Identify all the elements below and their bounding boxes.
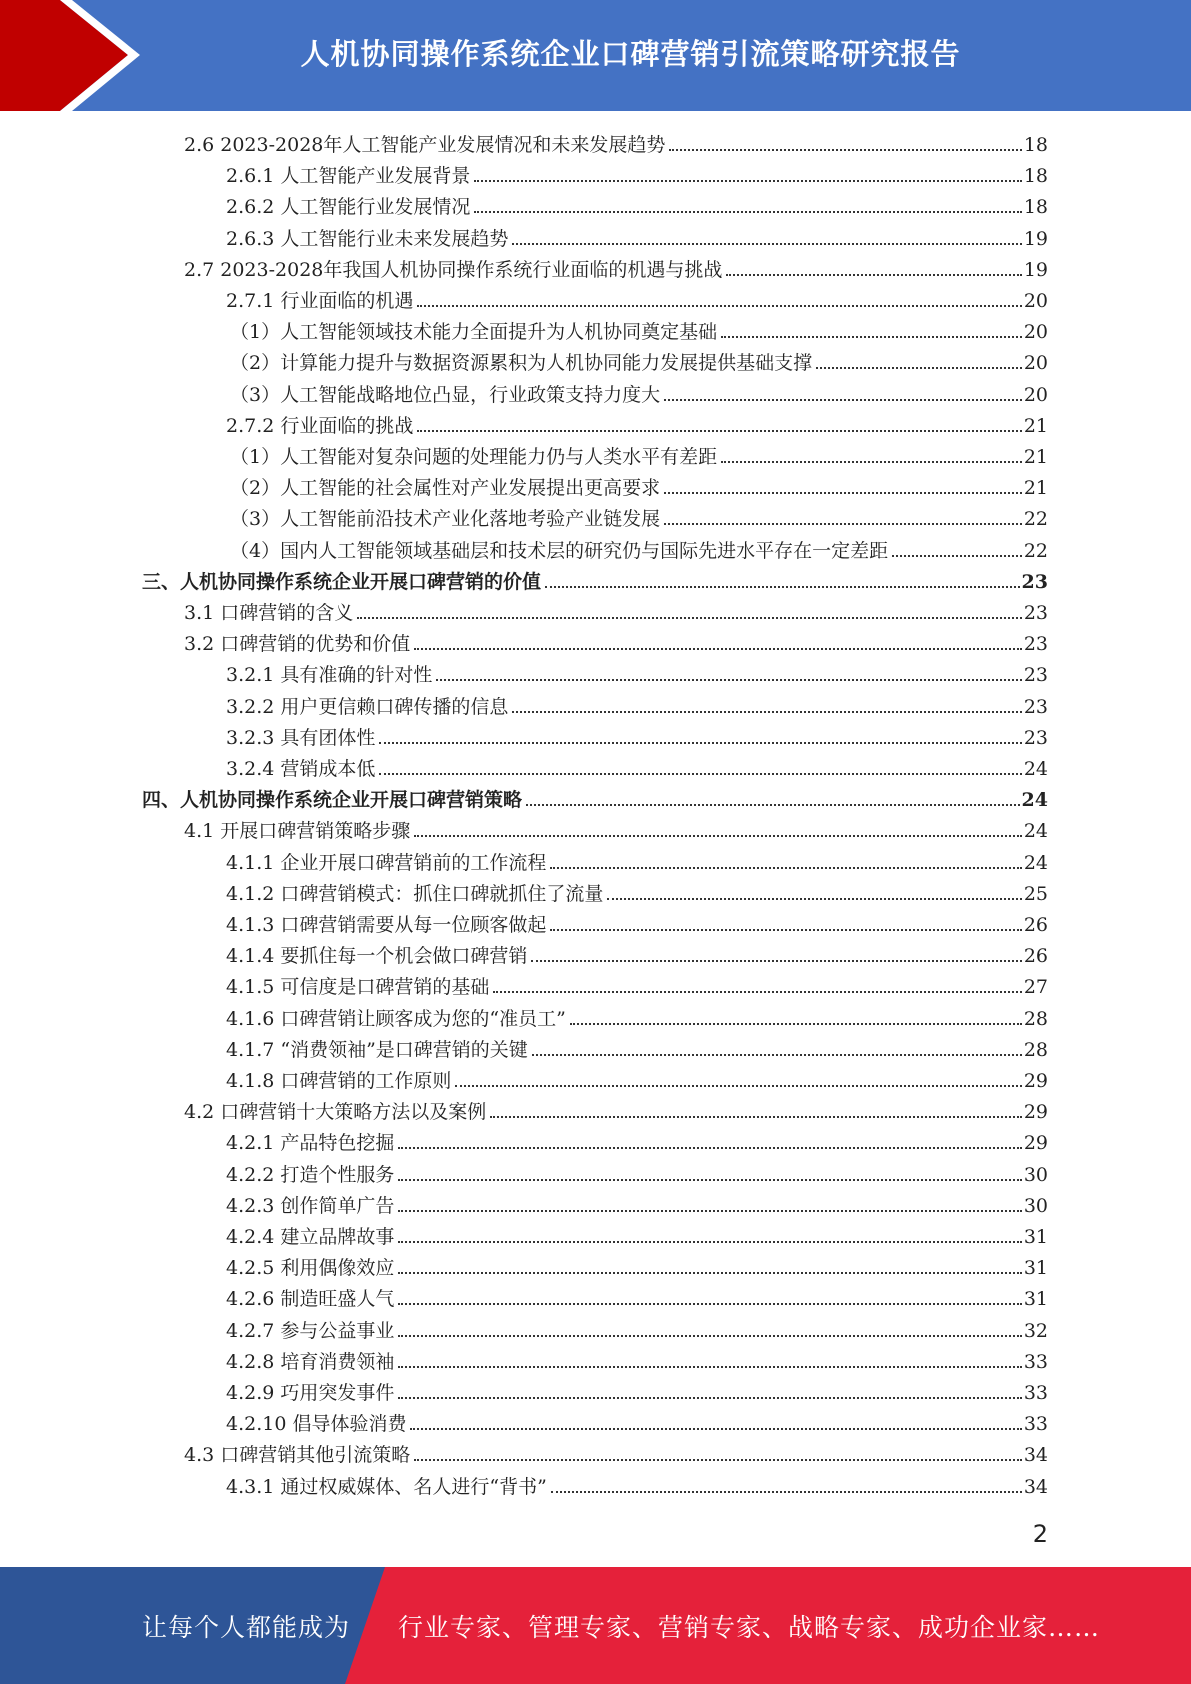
toc-entry-page: 19 <box>1023 259 1048 281</box>
toc-entry[interactable] <box>226 1374 1048 1405</box>
toc-entry-page: 22 <box>1023 508 1048 530</box>
toc-entry[interactable] <box>226 1031 1048 1062</box>
toc-entry-title: 4.1.2 口碑营销模式：抓住口碑就抓住了流量 <box>226 883 604 905</box>
toc-entry-page: 24 <box>1021 789 1048 811</box>
document-title: 人机协同操作系统企业口碑营销引流策略研究报告 <box>300 36 961 71</box>
toc-entry-title: 2.6.3 人工智能行业未来发展趋势 <box>226 228 509 250</box>
toc-entry[interactable] <box>230 344 1048 375</box>
toc-entry[interactable] <box>230 469 1048 500</box>
toc-dot-leader <box>379 741 1021 744</box>
toc-entry-title: 4.2.9 巧用突发事件 <box>226 1382 395 1404</box>
toc-entry-title: 4.2.6 制造旺盛人气 <box>226 1288 395 1310</box>
toc-entry-title: 3.2 口碑营销的优势和价值 <box>184 633 411 655</box>
toc-entry-page: 34 <box>1023 1476 1048 1498</box>
toc-dot-leader <box>398 1334 1021 1337</box>
toc-entry-page: 29 <box>1023 1070 1048 1092</box>
footer-slogan-right: 行业专家、管理专家、营销专家、战略专家、成功企业家…… <box>398 1612 1101 1642</box>
toc-entry-page: 20 <box>1023 384 1048 406</box>
toc-entry-page: 30 <box>1023 1195 1048 1217</box>
toc-entry-page: 25 <box>1023 883 1048 905</box>
toc-entry-page: 18 <box>1023 196 1048 218</box>
toc-dot-leader <box>721 460 1022 463</box>
toc-entry-title: 4.3 口碑营销其他引流策略 <box>184 1444 411 1466</box>
toc-dot-leader <box>398 1240 1021 1243</box>
toc-entry-page: 21 <box>1023 446 1048 468</box>
toc-dot-leader <box>414 647 1022 650</box>
toc-entry-title: 4.2 口碑营销十大策略方法以及案例 <box>184 1101 487 1123</box>
toc-entry-title: （1）人工智能对复杂问题的处理能力仍与人类水平有差距 <box>230 446 718 468</box>
toc-entry-page: 24 <box>1023 852 1048 874</box>
toc-entry-title: 4.1.6 口碑营销让顾客成为您的“准员工” <box>226 1008 566 1030</box>
toc-entry[interactable] <box>226 688 1048 719</box>
toc-entry-page: 28 <box>1023 1039 1048 1061</box>
toc-dot-leader <box>512 710 1021 713</box>
toc-entry[interactable] <box>230 532 1048 563</box>
toc-entry-page: 31 <box>1023 1226 1048 1248</box>
toc-entry[interactable] <box>226 1187 1048 1218</box>
toc-entry-title: （4）国内人工智能领域基础层和技术层的研究仍与国际先进水平存在一定差距 <box>230 540 889 562</box>
toc-entry-page: 29 <box>1023 1132 1048 1154</box>
toc-entry-page: 22 <box>1023 540 1048 562</box>
toc-entry[interactable] <box>226 188 1048 219</box>
toc-dot-leader <box>669 148 1021 151</box>
toc-dot-leader <box>398 1209 1021 1212</box>
toc-dot-leader <box>551 1490 1022 1493</box>
toc-dot-leader <box>531 959 1021 962</box>
toc-dot-leader <box>664 398 1022 401</box>
toc-entry-title: 4.1.4 要抓住每一个机会做口碑营销 <box>226 945 528 967</box>
toc-dot-leader <box>417 304 1021 307</box>
toc-entry-page: 32 <box>1023 1320 1048 1342</box>
toc-entry-title: 2.6.1 人工智能产业发展背景 <box>226 165 471 187</box>
toc-entry[interactable] <box>226 282 1048 313</box>
toc-entry-title: 4.2.5 利用偶像效应 <box>226 1257 395 1279</box>
toc-entry-page: 20 <box>1023 352 1048 374</box>
toc-entry-title: 4.1 开展口碑营销策略步骤 <box>184 820 411 842</box>
toc-entry-title: 三、人机协同操作系统企业开展口碑营销的价值 <box>142 571 542 593</box>
toc-entry-title: 2.7.2 行业面临的挑战 <box>226 415 414 437</box>
footer-slogan-left: 让每个人都能成为 <box>142 1612 351 1642</box>
toc-entry-page: 20 <box>1023 290 1048 312</box>
toc-entry[interactable] <box>142 563 1048 594</box>
toc-entry-page: 20 <box>1023 321 1048 343</box>
toc-entry-page: 23 <box>1023 602 1048 624</box>
toc-entry-title: 4.1.5 可信度是口碑营销的基础 <box>226 976 490 998</box>
toc-entry[interactable] <box>184 812 1048 843</box>
toc-entry-page: 27 <box>1023 976 1048 998</box>
toc-dot-leader <box>550 928 1021 931</box>
toc-dot-leader <box>379 772 1021 775</box>
toc-entry[interactable] <box>184 625 1048 656</box>
toc-entry-title: 3.2.2 用户更信赖口碑传播的信息 <box>226 696 509 718</box>
toc-entry-page: 18 <box>1023 165 1048 187</box>
toc-dot-leader <box>512 242 1021 245</box>
toc-entry[interactable] <box>184 1093 1048 1124</box>
toc-entry[interactable] <box>142 781 1048 812</box>
toc-dot-leader <box>490 1115 1022 1118</box>
toc-dot-leader <box>493 990 1021 993</box>
toc-dot-leader <box>414 1458 1022 1461</box>
toc-dot-leader <box>398 1178 1021 1181</box>
toc-dot-leader <box>526 803 1020 806</box>
toc-dot-leader <box>398 1302 1021 1305</box>
toc-entry[interactable] <box>226 407 1048 438</box>
toc-dot-leader <box>414 834 1022 837</box>
toc-entry-title: 4.2.7 参与公益事业 <box>226 1320 395 1342</box>
header-arrow-decoration <box>0 0 150 111</box>
toc-entry-title: （2）人工智能的社会属性对产业发展提出更高要求 <box>230 477 661 499</box>
toc-dot-leader <box>721 335 1022 338</box>
toc-entry[interactable] <box>226 875 1048 906</box>
toc-entry-title: 2.6.2 人工智能行业发展情况 <box>226 196 471 218</box>
toc-entry[interactable] <box>226 656 1048 687</box>
toc-entry[interactable] <box>226 1405 1048 1436</box>
toc-entry-page: 26 <box>1023 914 1048 936</box>
toc-dot-leader <box>892 554 1022 557</box>
toc-entry-page: 26 <box>1023 945 1048 967</box>
toc-entry-page: 30 <box>1023 1164 1048 1186</box>
toc-entry-title: 4.2.10 倡导体验消费 <box>226 1413 407 1435</box>
toc-dot-leader <box>664 491 1022 494</box>
toc-entry[interactable] <box>226 220 1048 251</box>
toc-entry-title: 四、人机协同操作系统企业开展口碑营销策略 <box>142 789 523 811</box>
toc-entry-title: 2.7 2023-2028年我国人机协同操作系统行业面临的机遇与挑战 <box>184 259 723 281</box>
toc-entry-title: 3.2.3 具有团体性 <box>226 727 376 749</box>
toc-entry-title: （1）人工智能领域技术能力全面提升为人机协同奠定基础 <box>230 321 718 343</box>
toc-dot-leader <box>398 1271 1021 1274</box>
toc-entry-title: 4.2.4 建立品牌故事 <box>226 1226 395 1248</box>
toc-entry[interactable] <box>184 251 1048 282</box>
toc-dot-leader <box>455 1084 1021 1087</box>
toc-entry-page: 24 <box>1023 758 1048 780</box>
toc-entry-page: 21 <box>1023 415 1048 437</box>
toc-dot-leader <box>410 1427 1021 1430</box>
toc-dot-leader <box>474 179 1021 182</box>
toc-dot-leader <box>357 616 1022 619</box>
toc-entry-title: 4.2.1 产品特色挖掘 <box>226 1132 395 1154</box>
toc-entry-page: 29 <box>1023 1101 1048 1123</box>
toc-dot-leader <box>474 210 1021 213</box>
toc-entry-title: 4.2.2 打造个性服务 <box>226 1164 395 1186</box>
toc-entry[interactable] <box>230 438 1048 469</box>
toc-entry-page: 23 <box>1023 727 1048 749</box>
toc-entry[interactable] <box>226 1218 1048 1249</box>
toc-dot-leader <box>726 273 1021 276</box>
toc-entry-page: 21 <box>1023 477 1048 499</box>
toc-entry-page: 19 <box>1023 228 1048 250</box>
toc-dot-leader <box>398 1365 1021 1368</box>
page-footer <box>0 1567 1191 1684</box>
toc-entry[interactable] <box>226 1000 1048 1031</box>
toc-entry-title: 4.1.7 “消费领袖”是口碑营销的关键 <box>226 1039 528 1061</box>
toc-entry-page: 31 <box>1023 1257 1048 1279</box>
toc-entry[interactable] <box>226 1468 1048 1499</box>
toc-entry-title: 2.6 2023-2028年人工智能产业发展情况和未来发展趋势 <box>184 134 666 156</box>
toc-dot-leader <box>816 366 1022 369</box>
toc-entry[interactable] <box>184 594 1048 625</box>
page-number: 2 <box>1032 1520 1048 1548</box>
toc-entry-page: 23 <box>1023 696 1048 718</box>
toc-entry[interactable] <box>226 906 1048 937</box>
toc-entry-page: 34 <box>1023 1444 1048 1466</box>
toc-entry-title: 4.1.1 企业开展口碑营销前的工作流程 <box>226 852 547 874</box>
toc-entry[interactable] <box>184 126 1048 157</box>
toc-dot-leader <box>664 522 1022 525</box>
toc-entry-title: （3）人工智能前沿技术产业化落地考验产业链发展 <box>230 508 661 530</box>
toc-entry-title: （3）人工智能战略地位凸显，行业政策支持力度大 <box>230 384 661 406</box>
toc-dot-leader <box>570 1022 1022 1025</box>
toc-entry[interactable] <box>230 500 1048 531</box>
toc-entry[interactable] <box>226 750 1048 781</box>
toc-entry-page: 28 <box>1023 1008 1048 1030</box>
toc-entry[interactable] <box>226 937 1048 968</box>
toc-entry[interactable] <box>226 1280 1048 1311</box>
toc-entry[interactable] <box>230 313 1048 344</box>
toc-entry-title: 4.1.3 口碑营销需要从每一位顾客做起 <box>226 914 547 936</box>
toc-dot-leader <box>607 897 1021 900</box>
toc-entry-title: 4.3.1 通过权威媒体、名人进行“背书” <box>226 1476 547 1498</box>
toc-entry-title: 3.1 口碑营销的含义 <box>184 602 354 624</box>
toc-entry[interactable] <box>226 968 1048 999</box>
toc-dot-leader <box>545 585 1020 588</box>
toc-entry-title: 4.1.8 口碑营销的工作原则 <box>226 1070 452 1092</box>
toc-entry-page: 33 <box>1023 1413 1048 1435</box>
toc-entry[interactable] <box>226 719 1048 750</box>
toc-entry-title: 4.2.8 培育消费领袖 <box>226 1351 395 1373</box>
toc-entry-page: 23 <box>1023 664 1048 686</box>
toc-entry-page: 33 <box>1023 1351 1048 1373</box>
toc-dot-leader <box>436 678 1021 681</box>
toc-entry[interactable] <box>230 376 1048 407</box>
toc-entry[interactable] <box>226 1062 1048 1093</box>
toc-entry[interactable] <box>226 844 1048 875</box>
toc-entry-title: 3.2.4 营销成本低 <box>226 758 376 780</box>
toc-entry-title: 2.7.1 行业面临的机遇 <box>226 290 414 312</box>
toc-entry-page: 33 <box>1023 1382 1048 1404</box>
toc-entry-title: （2）计算能力提升与数据资源累积为人机协同能力发展提供基础支撑 <box>230 352 813 374</box>
toc-entry[interactable] <box>226 1312 1048 1343</box>
toc-entry[interactable] <box>184 1436 1048 1467</box>
toc-entry-page: 24 <box>1023 820 1048 842</box>
toc-entry-title: 3.2.1 具有准确的针对性 <box>226 664 433 686</box>
toc-entry-page: 18 <box>1023 134 1048 156</box>
toc-entry-title: 4.2.3 创作简单广告 <box>226 1195 395 1217</box>
toc-dot-leader <box>398 1396 1021 1399</box>
toc-dot-leader <box>550 866 1021 869</box>
toc-entry[interactable] <box>226 1156 1048 1187</box>
toc-entry[interactable] <box>226 1343 1048 1374</box>
toc-entry[interactable] <box>226 1124 1048 1155</box>
toc-entry-page: 23 <box>1021 571 1048 593</box>
toc-entry[interactable] <box>226 1249 1048 1280</box>
toc-dot-leader <box>532 1053 1022 1056</box>
toc-dot-leader <box>398 1146 1021 1149</box>
toc-dot-leader <box>417 429 1021 432</box>
toc-entry[interactable] <box>226 157 1048 188</box>
toc-entry-page: 23 <box>1023 633 1048 655</box>
page-header <box>0 0 1191 111</box>
toc-entry-page: 31 <box>1023 1288 1048 1310</box>
